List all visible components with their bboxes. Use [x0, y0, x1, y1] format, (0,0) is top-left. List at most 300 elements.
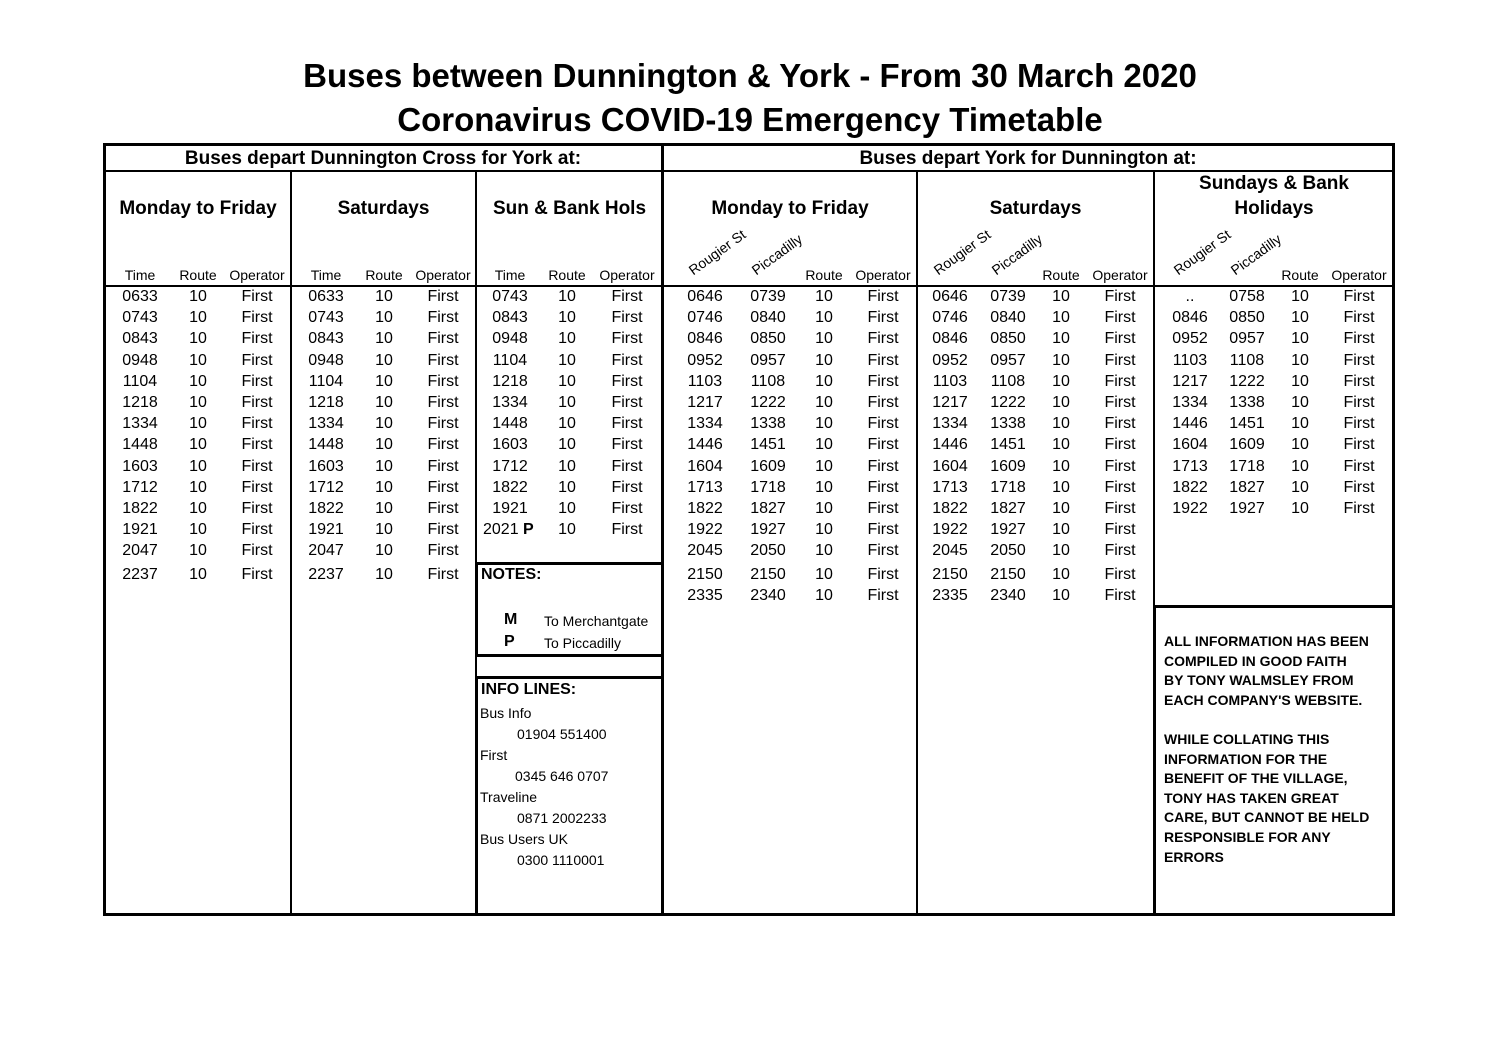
- cell-out_mf-r7-c0: 1448: [122, 436, 158, 454]
- cell-in_mf-r6-c3: First: [867, 415, 899, 433]
- cell-out_sat-r0-c2: First: [427, 288, 459, 305]
- cell-out_sun-r6-c0: 1448: [492, 415, 528, 433]
- cell-in_mf-r5-c0: 1217: [687, 394, 723, 411]
- disclaimer-line: COMPILED IN GOOD FAITH: [1164, 652, 1347, 669]
- disclaimer-line: WHILE COLLATING THIS: [1164, 730, 1330, 747]
- cell-out_mf-r11-c2: First: [241, 521, 273, 539]
- cell-in_sat-r13-c1: 2150: [990, 565, 1026, 583]
- cell-in_mf-r9-c3: First: [867, 478, 899, 496]
- cell-out_mf-r7-c2: First: [241, 436, 273, 454]
- cell-in_sat-r4-c0: 1103: [932, 372, 968, 390]
- cell-in_sun-r7-c3: First: [1343, 436, 1375, 454]
- cell-out_sat-r9-c1: 10: [375, 478, 393, 496]
- disclaimer-line: TONY HAS TAKEN GREAT: [1164, 789, 1339, 806]
- note-text-m: To Merchantgate: [544, 613, 649, 629]
- cell-in_sat-r13-c3: First: [1104, 565, 1136, 583]
- cell-in_mf-r12-c1: 2050: [750, 542, 786, 560]
- cell-in_sat-r12-c3: First: [1104, 542, 1136, 560]
- cell-in_mf-r0-c0: 0646: [687, 288, 723, 305]
- cell-in_mf-r9-c1: 1718: [750, 478, 786, 496]
- info-name-bus-users-uk: Bus Users UK: [480, 831, 568, 847]
- cell-out_mf-r3-c1: 10: [189, 351, 207, 369]
- disclaimer-line: BENEFIT OF THE VILLAGE,: [1164, 770, 1348, 787]
- cell-out_sun-r0-c2: First: [611, 288, 643, 305]
- cell-in_sun-r2-c3: First: [1343, 330, 1375, 348]
- inbound-heading: Buses depart York for Dunnington at:: [859, 148, 1197, 169]
- cell-in_sat-r9-c2: 10: [1052, 478, 1070, 496]
- cell-out_sat-r8-c2: First: [427, 457, 459, 475]
- cell-out_sat-r0-c1: 10: [375, 288, 393, 305]
- cell-in_mf-r12-c3: First: [867, 542, 899, 560]
- cell-in_sun-r10-c3: First: [1343, 500, 1375, 517]
- note-text-p: To Piccadilly: [544, 635, 622, 651]
- col-header-in_sun-rougier: Rougier St: [1170, 226, 1234, 278]
- cell-in_sat-r0-c1: 0739: [990, 288, 1026, 305]
- cell-in_mf-r6-c2: 10: [815, 415, 833, 433]
- cell-in_sat-r0-c0: 0646: [932, 288, 968, 305]
- cell-out_mf-r10-c1: 10: [189, 500, 207, 517]
- cell-out_sun-r0-c0: 0743: [492, 288, 528, 305]
- cell-out_sat-r5-c0: 1218: [308, 394, 344, 411]
- cell-out_mf-r0-c1: 10: [189, 288, 207, 305]
- cell-in_sat-r13-c2: 10: [1052, 565, 1070, 583]
- cell-out_sun-r3-c1: 10: [558, 351, 576, 369]
- col-header-in_sat-operator: Operator: [1092, 267, 1148, 283]
- cell-in_sun-r2-c0: 0952: [1172, 330, 1208, 348]
- cell-out_sat-r11-c1: 10: [375, 521, 393, 539]
- info-name-first: First: [480, 747, 508, 763]
- cell-in_sun-r8-c1: 1718: [1229, 457, 1265, 475]
- cell-out_sun-r10-c0: 1921: [492, 500, 528, 517]
- cell-in_sun-r10-c2: 10: [1291, 500, 1309, 517]
- cell-out_sat-r12-c1: 10: [375, 542, 393, 560]
- cell-out_sun-r10-c1: 10: [558, 500, 576, 517]
- cell-out_sun-r9-c2: First: [611, 478, 643, 496]
- cell-in_sun-r10-c0: 1922: [1172, 500, 1208, 517]
- cell-in_mf-r10-c1: 1827: [750, 500, 786, 517]
- cell-in_sat-r2-c0: 0846: [932, 330, 968, 348]
- cell-in_sat-r12-c1: 2050: [990, 542, 1026, 560]
- cell-in_sat-r12-c0: 2045: [932, 542, 968, 560]
- cell-in_sun-r2-c1: 0957: [1229, 330, 1265, 348]
- cell-out_mf-r5-c0: 1218: [122, 394, 158, 411]
- cell-in_sat-r11-c2: 10: [1052, 521, 1070, 539]
- cell-in_mf-r4-c3: First: [867, 372, 899, 390]
- cell-out_sun-r6-c2: First: [611, 415, 643, 433]
- cell-out_mf-r4-c0: 1104: [122, 372, 158, 390]
- cell-out_mf-r8-c0: 1603: [122, 457, 158, 475]
- cell-out_mf-r4-c2: First: [241, 372, 273, 390]
- group-label-in-sun-line-2: Holidays: [1234, 198, 1314, 219]
- cell-in_mf-r10-c2: 10: [815, 500, 833, 517]
- cell-in_mf-r11-c1: 1927: [750, 521, 786, 539]
- cell-in_sun-r1-c0: 0846: [1172, 309, 1208, 327]
- cell-in_sun-r4-c3: First: [1343, 372, 1375, 390]
- cell-out_sat-r4-c1: 10: [375, 372, 393, 390]
- cell-out_sat-r8-c0: 1603: [308, 457, 344, 475]
- cell-in_sun-r3-c2: 10: [1291, 351, 1309, 369]
- notes-heading: NOTES:: [481, 566, 542, 583]
- disclaimer-line: BY TONY WALMSLEY FROM: [1164, 672, 1354, 689]
- cell-in_mf-r5-c3: First: [867, 394, 899, 411]
- cell-in_mf-r2-c2: 10: [815, 330, 833, 348]
- col-header-in_mf-route: Route: [805, 267, 843, 283]
- cell-out_sat-r7-c2: First: [427, 436, 459, 454]
- cell-out_mf-r13-c0: 2237: [122, 565, 158, 583]
- cell-in_sat-r9-c3: First: [1104, 478, 1136, 496]
- cell-in_sun-r5-c1: 1338: [1229, 394, 1265, 411]
- col-header-out_sun-route: Route: [548, 267, 586, 283]
- disclaimer-line: ERRORS: [1164, 848, 1224, 865]
- col-header-in_mf-operator: Operator: [855, 267, 911, 283]
- cell-in_mf-r8-c3: First: [867, 457, 899, 475]
- cell-out_sat-r6-c0: 1334: [308, 415, 344, 433]
- cell-in_mf-r2-c0: 0846: [687, 330, 723, 348]
- cell-in_sat-r7-c2: 10: [1052, 436, 1070, 454]
- cell-in_sat-r1-c2: 10: [1052, 309, 1070, 327]
- cell-in_sat-r6-c2: 10: [1052, 415, 1070, 433]
- cell-in_sat-r6-c3: First: [1104, 415, 1136, 433]
- cell-in_sun-r9-c0: 1822: [1172, 478, 1208, 496]
- cell-out_mf-r12-c1: 10: [189, 542, 207, 560]
- col-header-out_sat-route: Route: [365, 267, 403, 283]
- cell-in_sun-r7-c0: 1604: [1172, 436, 1208, 454]
- cell-in_sat-r9-c0: 1713: [932, 478, 968, 496]
- cell-in_mf-r14-c0: 2335: [687, 586, 723, 604]
- cell-out_sun-r4-c0: 1218: [492, 372, 528, 390]
- cell-in_mf-r3-c3: First: [867, 351, 899, 369]
- cell-in_sat-r7-c1: 1451: [990, 436, 1026, 454]
- disclaimer-line: RESPONSIBLE FOR ANY: [1164, 828, 1331, 845]
- cell-out_sun-r9-c0: 1822: [492, 478, 528, 496]
- cell-in_sat-r5-c1: 1222: [990, 394, 1026, 411]
- cell-out_sun-r8-c0: 1712: [492, 457, 528, 475]
- cell-in_sun-r9-c3: First: [1343, 478, 1375, 496]
- cell-in_mf-r0-c2: 10: [815, 288, 833, 305]
- cell-in_mf-r11-c2: 10: [815, 521, 833, 539]
- cell-in_sun-r1-c2: 10: [1291, 309, 1309, 327]
- cell-out_mf-r12-c0: 2047: [122, 542, 158, 560]
- cell-in_sat-r3-c1: 0957: [990, 351, 1026, 369]
- note-code-m: M: [504, 611, 518, 628]
- info-number-traveline: 0871 2002233: [517, 810, 607, 826]
- cell-out_mf-r8-c1: 10: [189, 457, 207, 475]
- cell-out_mf-r6-c2: First: [241, 415, 273, 433]
- cell-out_sat-r2-c0: 0843: [308, 330, 344, 348]
- cell-in_mf-r14-c2: 10: [815, 586, 833, 604]
- cell-out_sat-r6-c2: First: [427, 415, 459, 433]
- cell-out_sun-r5-c1: 10: [558, 394, 576, 411]
- cell-out_mf-r10-c2: First: [241, 500, 273, 517]
- cell-in_mf-r3-c2: 10: [815, 351, 833, 369]
- cell-in_sat-r10-c1: 1827: [990, 500, 1026, 517]
- cell-in_mf-r8-c2: 10: [815, 457, 833, 475]
- cell-in_mf-r3-c0: 0952: [687, 351, 723, 369]
- group-label-in-sat: Saturdays: [989, 198, 1082, 219]
- cell-in_mf-r1-c3: First: [867, 309, 899, 327]
- cell-out_sun-r2-c2: First: [611, 330, 643, 348]
- col-header-out_mf-route: Route: [179, 267, 217, 283]
- cell-in_mf-r7-c2: 10: [815, 436, 833, 454]
- cell-out_sat-r11-c2: First: [427, 521, 459, 539]
- cell-in_sun-r1-c3: First: [1343, 309, 1375, 327]
- cell-out_sat-r10-c0: 1822: [308, 500, 344, 517]
- group-label-in-mf: Monday to Friday: [711, 198, 869, 219]
- disclaimer-text: [1164, 632, 1369, 867]
- cell-out_sat-r3-c2: First: [427, 351, 459, 369]
- cell-in_sat-r4-c3: First: [1104, 372, 1136, 390]
- cell-in_mf-r14-c3: First: [867, 586, 899, 604]
- cell-out_sat-r13-c2: First: [427, 565, 459, 583]
- group-label-out-mf: Monday to Friday: [119, 198, 277, 219]
- group-label-in-sun-line-1: Sundays & Bank: [1199, 173, 1349, 194]
- info-number-bus-info: 01904 551400: [517, 726, 607, 742]
- cell-out_sun-r0-c1: 10: [558, 288, 576, 305]
- cell-in_sat-r0-c3: First: [1104, 288, 1136, 305]
- cell-in_sun-r6-c3: First: [1343, 415, 1375, 433]
- col-header-in_sun-route: Route: [1281, 267, 1319, 283]
- cell-out_sat-r9-c0: 1712: [308, 478, 344, 496]
- cell-out_sun-r1-c2: First: [611, 309, 643, 327]
- group-label-out-sat: Saturdays: [337, 198, 430, 219]
- cell-in_sun-r0-c0: ..: [1185, 288, 1195, 305]
- cell-in_sat-r14-c2: 10: [1052, 586, 1070, 604]
- cell-out_sun-r6-c1: 10: [558, 415, 576, 433]
- cell-out_sun-r11-c2: First: [611, 521, 643, 539]
- group-label-out-sun: Sun & Bank Hols: [492, 198, 647, 219]
- cell-out_mf-r8-c2: First: [241, 457, 273, 475]
- cell-out_sun-r5-c0: 1334: [492, 394, 528, 411]
- cell-in_mf-r12-c2: 10: [815, 542, 833, 560]
- cell-in_sun-r8-c2: 10: [1291, 457, 1309, 475]
- cell-in_sat-r10-c0: 1822: [932, 500, 968, 517]
- cell-in_sat-r9-c1: 1718: [990, 478, 1026, 496]
- disclaimer-line: INFORMATION FOR THE: [1164, 750, 1328, 767]
- cell-in_sun-r4-c0: 1217: [1172, 372, 1208, 390]
- cell-out_mf-r2-c1: 10: [189, 330, 207, 348]
- cell-in_sat-r10-c2: 10: [1052, 500, 1070, 517]
- cell-in_mf-r13-c0: 2150: [687, 565, 723, 583]
- cell-out_mf-r9-c2: First: [241, 478, 273, 496]
- cell-out_mf-r6-c1: 10: [189, 415, 207, 433]
- cell-out_mf-r3-c0: 0948: [122, 351, 158, 369]
- cell-out_sat-r3-c0: 0948: [308, 351, 344, 369]
- cell-in_mf-r5-c2: 10: [815, 394, 833, 411]
- cell-out_mf-r9-c1: 10: [189, 478, 207, 496]
- page-title-line-2: Coronavirus COVID-19 Emergency Timetable: [397, 101, 1103, 138]
- cell-in_mf-r3-c1: 0957: [750, 351, 786, 369]
- cell-out_mf-r0-c2: First: [241, 288, 273, 305]
- cell-in_sun-r7-c1: 1609: [1229, 436, 1265, 454]
- cell-in_sat-r8-c2: 10: [1052, 457, 1070, 475]
- cell-out_sun-r10-c2: First: [611, 500, 643, 517]
- cell-out_sat-r7-c1: 10: [375, 436, 393, 454]
- col-header-in_sun-piccadilly: Piccadilly: [1227, 230, 1285, 278]
- cell-in_mf-r10-c0: 1822: [687, 500, 723, 517]
- col-header-in_sat-piccadilly: Piccadilly: [988, 230, 1046, 278]
- cell-in_sat-r8-c3: First: [1104, 457, 1136, 475]
- cell-out_sun-r1-c1: 10: [558, 309, 576, 327]
- cell-in_sat-r5-c3: First: [1104, 394, 1136, 411]
- cell-out_sun-r4-c1: 10: [558, 372, 576, 390]
- col-header-out_sun-operator: Operator: [599, 267, 655, 283]
- cell-out_mf-r6-c0: 1334: [122, 415, 158, 433]
- cell-in_sun-r0-c2: 10: [1291, 288, 1309, 305]
- cell-in_sun-r3-c3: First: [1343, 351, 1375, 369]
- cell-in_sat-r10-c3: First: [1104, 500, 1136, 517]
- cell-in_sun-r5-c2: 10: [1291, 394, 1309, 411]
- cell-in_mf-r14-c1: 2340: [750, 586, 786, 604]
- cell-in_sun-r3-c0: 1103: [1172, 351, 1208, 369]
- col-header-out_sun-time: Time: [494, 267, 526, 283]
- cell-in_sun-r7-c2: 10: [1291, 436, 1309, 454]
- cell-in_mf-r0-c1: 0739: [750, 288, 786, 305]
- cell-in_sun-r4-c1: 1222: [1229, 372, 1265, 390]
- col-header-out_sat-operator: Operator: [415, 267, 471, 283]
- cell-in_sun-r5-c0: 1334: [1172, 394, 1208, 411]
- cell-in_sat-r8-c1: 1609: [990, 457, 1026, 475]
- cell-out_sun-r3-c0: 1104: [492, 351, 528, 369]
- cell-out_sun-r5-c2: First: [611, 394, 643, 411]
- cell-in_sun-r1-c1: 0850: [1229, 309, 1265, 327]
- cell-out_sat-r5-c2: First: [427, 394, 459, 411]
- info-name-traveline: Traveline: [480, 789, 538, 805]
- cell-in_sun-r0-c1: 0758: [1229, 288, 1265, 305]
- info-lines-heading: INFO LINES:: [481, 681, 577, 698]
- cell-out_sun-r7-c2: First: [611, 436, 643, 454]
- cell-in_mf-r2-c3: First: [867, 330, 899, 348]
- cell-in_sun-r9-c1: 1827: [1229, 478, 1265, 496]
- cell-in_sat-r1-c0: 0746: [932, 309, 968, 327]
- cell-in_mf-r10-c3: First: [867, 500, 899, 517]
- cell-in_mf-r7-c3: First: [867, 436, 899, 454]
- cell-out_mf-r1-c0: 0743: [122, 309, 158, 327]
- info-number-bus-users-uk: 0300 1110001: [517, 852, 605, 868]
- cell-in_sat-r5-c2: 10: [1052, 394, 1070, 411]
- cell-out_mf-r1-c2: First: [241, 309, 273, 327]
- cell-out_sun-r8-c1: 10: [558, 457, 576, 475]
- cell-in_mf-r11-c3: First: [867, 521, 899, 539]
- cell-out_sat-r12-c2: First: [427, 542, 459, 560]
- cell-out_sat-r12-c0: 2047: [308, 542, 344, 560]
- cell-in_mf-r7-c1: 1451: [750, 436, 786, 454]
- cell-in_mf-r12-c0: 2045: [687, 542, 723, 560]
- cell-in_mf-r13-c3: First: [867, 565, 899, 583]
- cell-in_mf-r8-c0: 1604: [687, 457, 723, 475]
- cell-in_sun-r9-c2: 10: [1291, 478, 1309, 496]
- cell-in_sat-r12-c2: 10: [1052, 542, 1070, 560]
- cell-out_sun-r11-c1: 10: [558, 521, 576, 539]
- cell-in_sat-r13-c0: 2150: [932, 565, 968, 583]
- cell-in_sun-r4-c2: 10: [1291, 372, 1309, 390]
- cell-out_mf-r7-c1: 10: [189, 436, 207, 454]
- cell-in_mf-r9-c2: 10: [815, 478, 833, 496]
- cell-in_sat-r4-c2: 10: [1052, 372, 1070, 390]
- cell-in_sat-r14-c3: First: [1104, 586, 1136, 604]
- cell-in_sat-r0-c2: 10: [1052, 288, 1070, 305]
- cell-out_sun-r2-c1: 10: [558, 330, 576, 348]
- cell-out_sat-r1-c0: 0743: [308, 309, 344, 327]
- cell-in_mf-r2-c1: 0850: [750, 330, 786, 348]
- cell-out_sat-r4-c2: First: [427, 372, 459, 390]
- cell-in_mf-r4-c2: 10: [815, 372, 833, 390]
- cell-in_sat-r14-c1: 2340: [990, 586, 1026, 604]
- cell-out_mf-r13-c1: 10: [189, 565, 207, 583]
- cell-in_sat-r11-c1: 1927: [990, 521, 1026, 539]
- cell-out_sun-r7-c0: 1603: [492, 436, 528, 454]
- cell-in_mf-r13-c2: 10: [815, 565, 833, 583]
- cell-out_mf-r2-c2: First: [241, 330, 273, 348]
- cell-in_mf-r11-c0: 1922: [687, 521, 723, 539]
- cell-in_sun-r8-c0: 1713: [1172, 457, 1208, 475]
- cell-out_sat-r11-c0: 1921: [308, 521, 344, 539]
- cell-in_sat-r2-c2: 10: [1052, 330, 1070, 348]
- cell-in_sat-r7-c3: First: [1104, 436, 1136, 454]
- cell-in_sat-r4-c1: 1108: [990, 372, 1026, 390]
- cell-in_mf-r4-c1: 1108: [750, 372, 786, 390]
- cell-in_sat-r1-c3: First: [1104, 309, 1136, 327]
- cell-in_sat-r1-c1: 0840: [990, 309, 1026, 327]
- cell-out_sun-r2-c0: 0948: [492, 330, 528, 348]
- cell-out_sat-r10-c2: First: [427, 500, 459, 517]
- cell-in_mf-r1-c1: 0840: [750, 309, 786, 327]
- col-header-in_mf-rougier: Rougier St: [685, 226, 749, 278]
- cell-in_mf-r9-c0: 1713: [687, 478, 723, 496]
- cell-out_mf-r13-c2: First: [241, 565, 273, 583]
- cell-out_mf-r2-c0: 0843: [122, 330, 158, 348]
- cell-out_sun-r3-c2: First: [611, 351, 643, 369]
- cell-in_mf-r0-c3: First: [867, 288, 899, 305]
- cell-in_mf-r13-c1: 2150: [750, 565, 786, 583]
- cell-out_sat-r2-c2: First: [427, 330, 459, 348]
- cell-out_sat-r13-c0: 2237: [308, 565, 344, 583]
- cell-out_sat-r1-c1: 10: [375, 309, 393, 327]
- col-header-in_sat-rougier: Rougier St: [930, 226, 994, 278]
- cell-in_sun-r10-c1: 1927: [1229, 500, 1265, 517]
- cell-in_sat-r3-c3: First: [1104, 351, 1136, 369]
- cell-out_mf-r4-c1: 10: [189, 372, 207, 390]
- outbound-heading: Buses depart Dunnington Cross for York at:: [184, 148, 582, 169]
- cell-in_sat-r3-c0: 0952: [932, 351, 968, 369]
- cell-in_sun-r3-c1: 1108: [1229, 351, 1265, 369]
- disclaimer-line: ALL INFORMATION HAS BEEN: [1164, 633, 1369, 649]
- cell-out_sun-r4-c2: First: [611, 372, 643, 390]
- cell-in_sat-r6-c1: 1338: [990, 415, 1026, 433]
- cell-in_sun-r8-c3: First: [1343, 457, 1375, 475]
- cell-in_sun-r0-c3: First: [1343, 288, 1375, 305]
- cell-out_sun-r7-c1: 10: [558, 436, 576, 454]
- col-header-out_mf-time: Time: [124, 267, 156, 283]
- cell-out_mf-r12-c2: First: [241, 542, 273, 560]
- col-header-in_sun-operator: Operator: [1331, 267, 1387, 283]
- col-header-out_mf-operator: Operator: [229, 267, 285, 283]
- cell-out_mf-r1-c1: 10: [189, 309, 207, 327]
- note-code-p: P: [504, 633, 515, 650]
- cell-out_sat-r9-c2: First: [427, 478, 459, 496]
- cell-out_sun-r1-c0: 0843: [492, 309, 528, 327]
- cell-in_sun-r6-c0: 1446: [1172, 415, 1208, 433]
- disclaimer-line: [1164, 710, 1369, 730]
- cell-out_sat-r2-c1: 10: [375, 330, 393, 348]
- cell-out_sat-r1-c2: First: [427, 309, 459, 327]
- cell-out_sat-r3-c1: 10: [375, 351, 393, 369]
- cell-in_sun-r6-c2: 10: [1291, 415, 1309, 433]
- cell-in_sat-r5-c0: 1217: [932, 394, 968, 411]
- cell-out_sun-r8-c2: First: [611, 457, 643, 475]
- cell-in_mf-r5-c1: 1222: [750, 394, 786, 411]
- cell-in_mf-r4-c0: 1103: [687, 372, 723, 390]
- cell-out_sat-r8-c1: 10: [375, 457, 393, 475]
